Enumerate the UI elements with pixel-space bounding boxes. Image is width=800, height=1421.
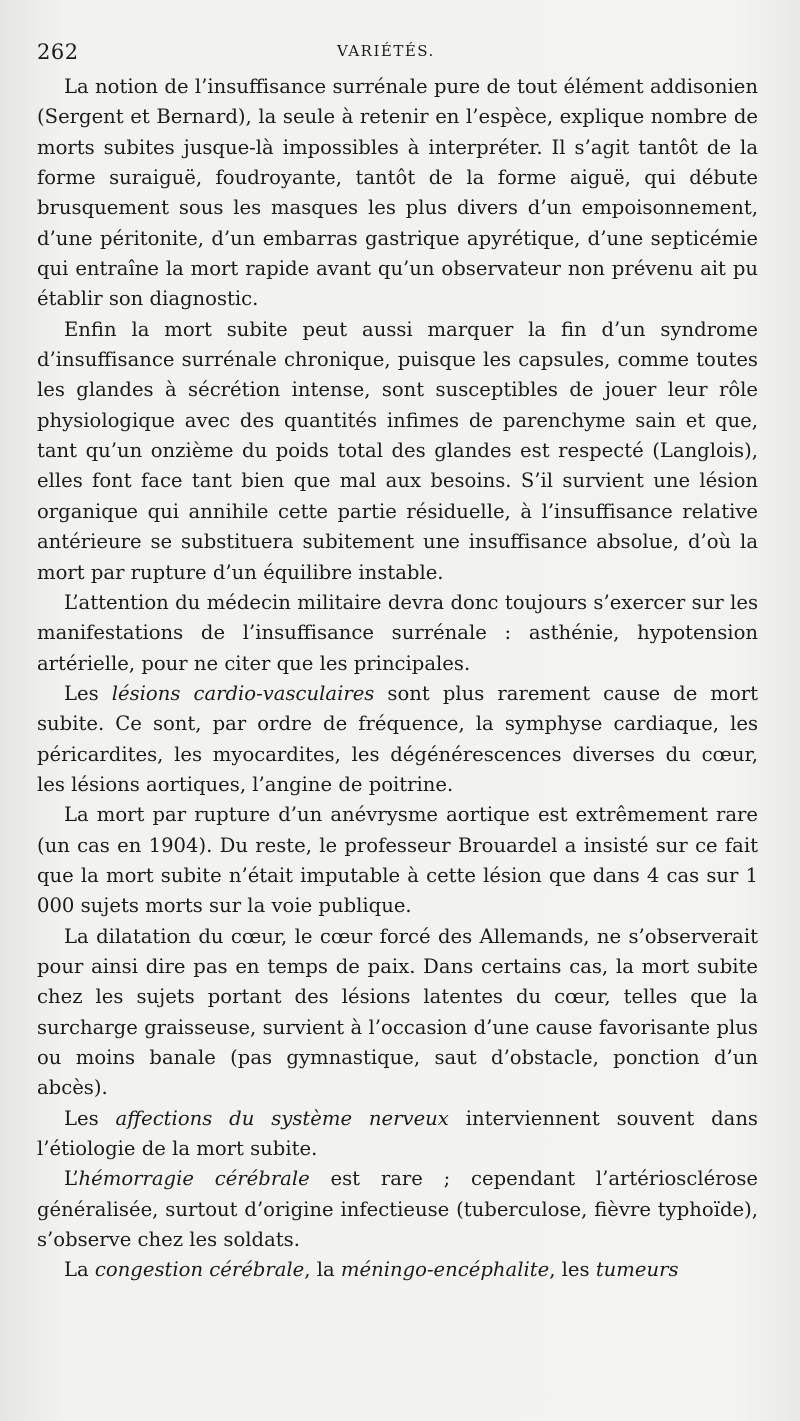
paragraph-military-attention (37, 588, 758, 679)
running-title: VARIÉTÉS. (337, 42, 435, 60)
text-segment: , les (549, 1258, 596, 1282)
text-segment: Les (64, 681, 112, 705)
paragraph-cerebral-congestion (37, 1255, 758, 1285)
italic-term: affections du système nerveux (115, 1106, 449, 1130)
italic-term: congestion cérébrale (94, 1258, 305, 1282)
text-segment: Enfin la mort subite peut aussi marquer la fin d’un syndrome d’insuffisance surrénale chronique, puisque les capsules, comme toutes les glandes à sécrétion intense, sont susceptibles de jouer leur rôle physiologique avec des quantités infimes de parenchyme sain et que, tant qu’un onzième du poids total des glandes est respecté (Langlois), elles font face tant bien que mal aux besoins. S’il survient une lésion organique qui annihile cette partie résiduelle, à l’insuffisance relative antérieure se substituera subitement une insuffisance absolue, d’où la mort par rupture d’un équilibre instable. (37, 317, 758, 584)
paragraph-nervous-system (37, 1104, 758, 1165)
italic-term: hémorragie cérébrale (78, 1167, 310, 1191)
text-segment: est rare ; cependant l’artériosclérose généralisée, surtout d’origine infectieuse (tuberculose, fièvre typhoïde), s’observe chez les soldats. (37, 1167, 759, 1252)
italic-term: lésions cardio-vasculaires (111, 681, 375, 705)
text-segment: La notion de l’insuffisance surrénale pure de tout élément addisonien (Sergent et Bernard), la seule à retenir en l’espèce, explique nombre de morts subites jusque-là impossibles à interpréter. Il s’agit tantôt de la forme suraiguë, foudroyante, tantôt de la forme aiguë, qui débute brusquement sous les masques les plus divers d’un empoisonnement, d’une péritonite, d’un embarras gastrique apyrétique, d’une septicémie qui entraîne la mort rapide avant qu’un observateur non prévenu ait pu établir son diagnostic. (37, 75, 758, 311)
text-segment: , la (304, 1258, 341, 1282)
paragraph-aortic-aneurysm (37, 800, 758, 921)
text-segment: L’ (64, 1167, 79, 1191)
text-segment: Les (64, 1106, 116, 1130)
text-segment: La mort par rupture d’un anévrysme aortique est extrêmement rare (un cas en 1904). Du reste, le professeur Brouardel a insisté sur ce fait que la mort subite n’était imputable à cette lésion que dans 4 cas sur 1 000 sujets morts sur la voie publique. (37, 803, 758, 918)
text-segment: La dilatation du cœur, le cœur forcé des Allemands, ne s’observerait pour ainsi dire pas en temps de paix. Dans certains cas, la mort subite chez les sujets portant des lésions latentes du cœur, telles que la surcharge graisseuse, survient à l’occasion d’une cause favorisante plus ou moins banale (pas gymnastique, saut d’obstacle, ponction d’un abcès). (37, 924, 758, 1100)
italic-term: méningo-encéphalite (340, 1258, 550, 1282)
paragraph-chronic-syndrome (37, 315, 758, 588)
paragraph-cerebral-hemorrhage (37, 1164, 758, 1255)
paragraph-adrenal-insufficiency (37, 72, 758, 315)
text-segment: interviennent souvent dans l’étiologie de la mort subite. (37, 1106, 758, 1161)
body-text (37, 72, 758, 1286)
page-number: 262 (37, 40, 79, 64)
italic-term: tumeurs (595, 1258, 679, 1282)
text-segment: sont plus rarement cause de mort subite. Ce sont, par ordre de fréquence, la symphyse cardiaque, les péricardites, les myocardites, les dégénérescences diverses du cœur, les lésions aortiques, l’angine de poitrine. (37, 681, 759, 796)
text-segment: La (64, 1258, 95, 1282)
paragraph-cardiovascular-lesions (37, 679, 758, 800)
text-segment: L’attention du médecin militaire devra donc toujours s’exercer sur les manifestations de l’insuffisance surrénale : asthénie, hypotension artérielle, pour ne citer que les principales. (37, 590, 758, 675)
paragraph-heart-dilatation (37, 922, 758, 1104)
page-header (37, 32, 758, 72)
